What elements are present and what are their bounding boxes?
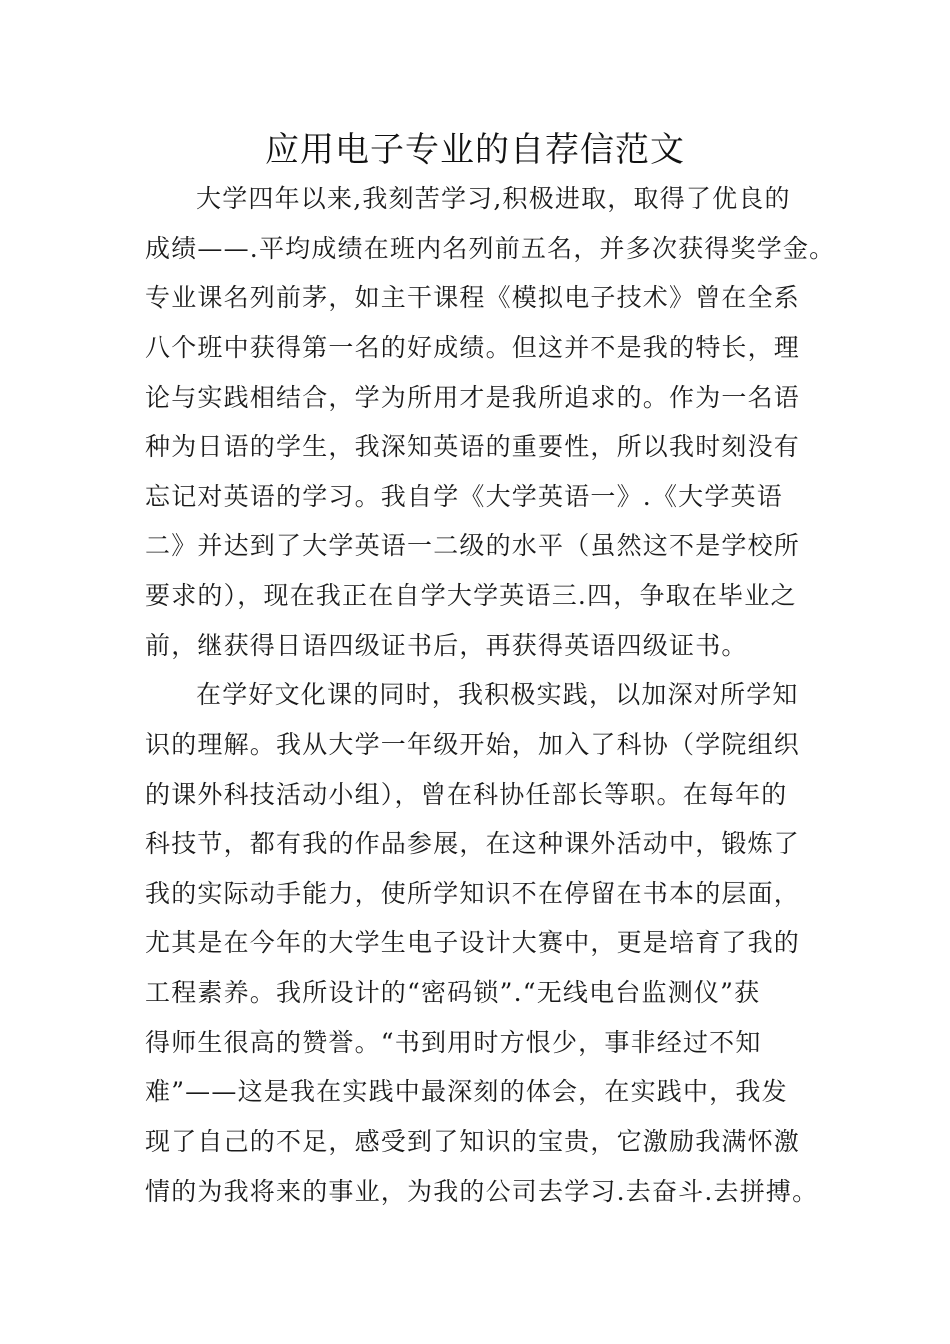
paragraph-line: 论与实践相结合，学为所用才是我所追求的。作为一名语 — [145, 383, 801, 412]
paragraph-line: 二》并达到了大学英语一二级的水平（虽然这不是学校所 — [145, 531, 801, 560]
paragraph-line: 种为日语的学生，我深知英语的重要性，所以我时刻没有 — [145, 432, 801, 461]
paragraph-line: 难”——这是我在实践中最深刻的体会，在实践中，我发 — [145, 1077, 788, 1106]
paragraph-line: 八个班中获得第一名的好成绩。但这并不是我的特长，理 — [145, 333, 801, 362]
paragraph-line: 我的实际动手能力，使所学知识不在停留在书本的层面， — [145, 879, 801, 908]
paragraph-line: 在学好文化课的同时，我积极实践，以加深对所学知 — [196, 680, 799, 709]
paragraph-line: 专业课名列前茅，如主干课程《模拟电子技术》曾在全系 — [145, 283, 801, 312]
paragraph-line: 要求的），现在我正在自学大学英语三.四，争取在毕业之 — [145, 581, 797, 610]
paragraph-line: 成绩——.平均成绩在班内名列前五名，并多次获得奖学金。 — [145, 234, 836, 263]
document-title: 应用电子专业的自荐信范文 — [265, 130, 685, 170]
paragraph-line: 尤其是在今年的大学生电子设计大赛中，更是培育了我的 — [145, 928, 801, 957]
paragraph-line: 的课外科技活动小组），曾在科协任部长等职。在每年的 — [145, 780, 788, 809]
paragraph-line: 情的为我将来的事业，为我的公司去学习.去奋斗.去拼搏。 — [145, 1177, 819, 1206]
paragraph-line: 大学四年以来,我刻苦学习,积极进取，取得了优良的 — [196, 184, 791, 213]
paragraph-line: 得师生很高的赞誉。“书到用时方恨少，事非经过不知 — [145, 1028, 762, 1057]
paragraph-line: 工程素养。我所设计的“密码锁”.“无线电台监测仪”获 — [145, 978, 761, 1007]
paragraph-line: 忘记对英语的学习。我自学《大学英语一》.《大学英语 — [145, 482, 783, 511]
paragraph-line: 科技节，都有我的作品参展，在这种课外活动中，锻炼了 — [145, 829, 801, 858]
paragraph-line: 识的理解。我从大学一年级开始，加入了科协（学院组织 — [145, 730, 801, 759]
paragraph-line: 前，继获得日语四级证书后，再获得英语四级证书。 — [145, 631, 748, 660]
paragraph-line: 现了自己的不足，感受到了知识的宝贵，它激励我满怀激 — [145, 1127, 801, 1156]
